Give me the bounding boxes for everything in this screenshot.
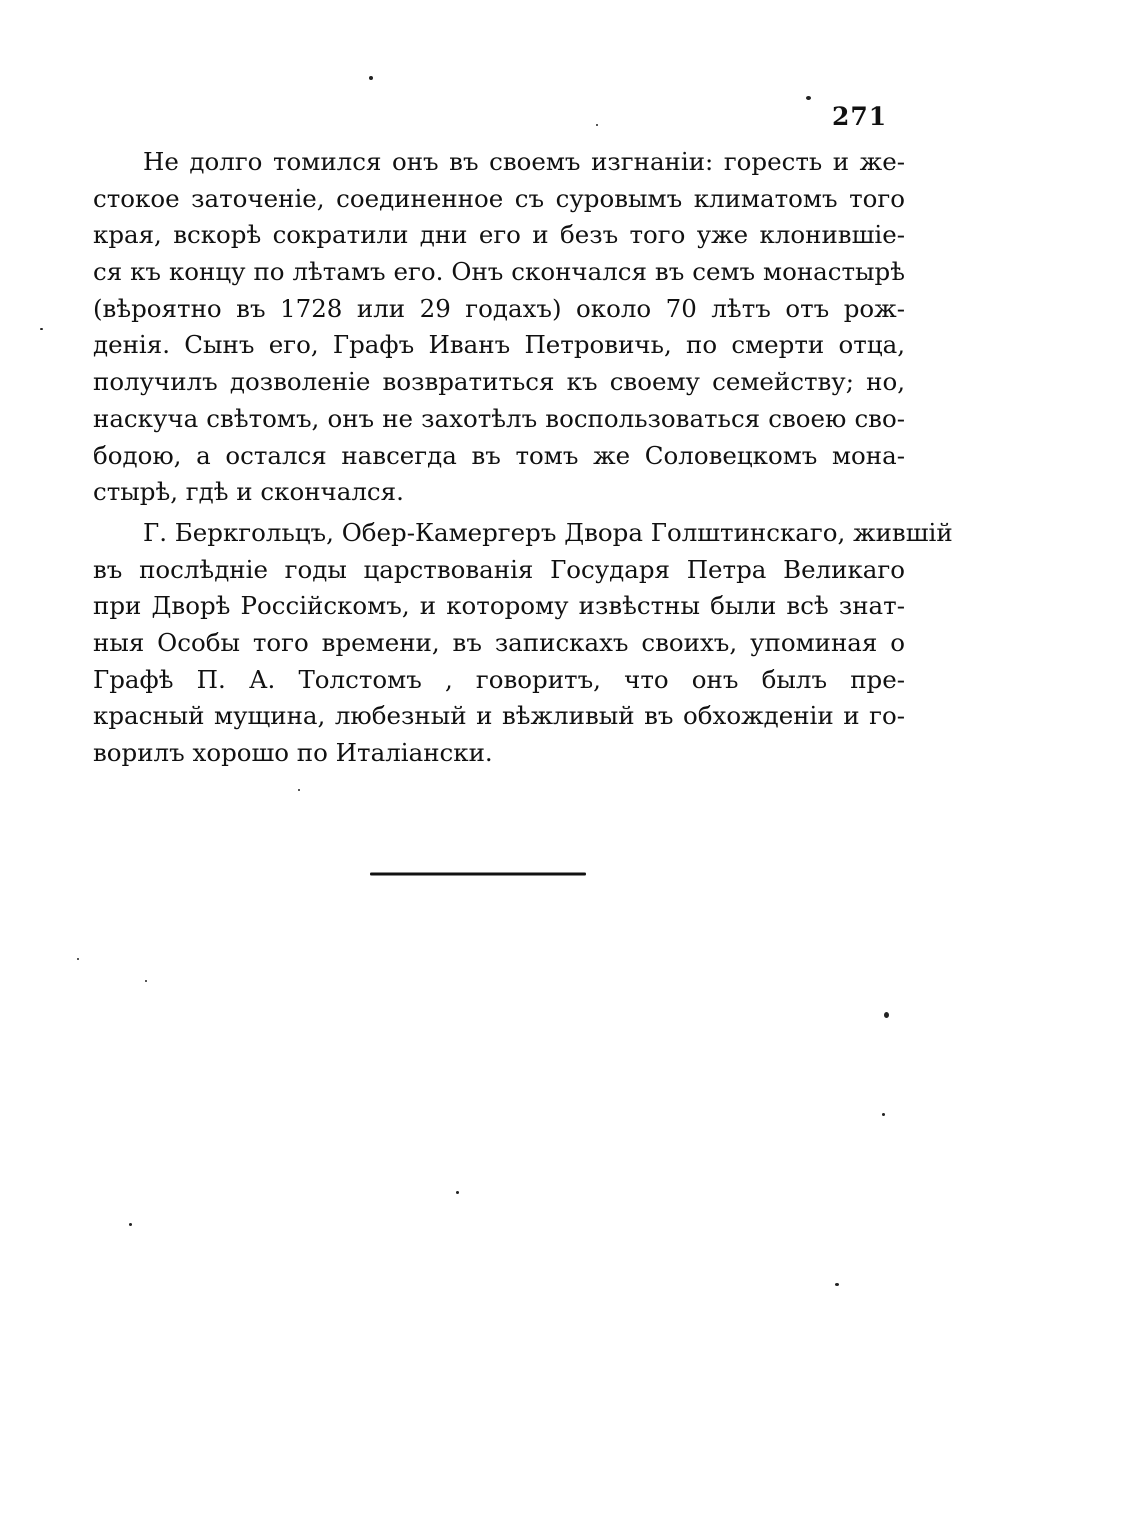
paragraph-2 bbox=[93, 515, 953, 772]
text-line: ворилъ хорошо по Италіански. bbox=[93, 738, 493, 767]
scan-speck bbox=[369, 76, 373, 80]
scan-speck bbox=[596, 124, 598, 126]
scan-speck bbox=[456, 1191, 459, 1194]
text-line: края, вскорѣ сократили дни его и безъ того уже клонившіе- bbox=[93, 220, 905, 250]
text-line: получилъ дозволеніе возвратиться къ своему семейству; но, bbox=[93, 367, 905, 397]
text-line: Графѣ П. А. Толстомъ , говоритъ, что онъ былъ пре- bbox=[93, 664, 905, 694]
scan-speck bbox=[40, 328, 43, 330]
text-line: ныя Особы того времени, въ запискахъ своихъ, упоминая о bbox=[93, 627, 905, 657]
body-text bbox=[93, 144, 953, 772]
scan-speck bbox=[298, 789, 300, 791]
scan-speck bbox=[77, 958, 79, 960]
text-line: денія. Сынъ его, Графъ Иванъ Петровичь, по смерти отца, bbox=[93, 330, 905, 360]
paragraph-1 bbox=[93, 144, 905, 511]
scan-speck bbox=[129, 1223, 132, 1226]
text-line: ся къ концу по лѣтамъ его. Онъ скончался въ семъ монастырѣ bbox=[93, 257, 905, 287]
scan-speck bbox=[882, 1113, 885, 1116]
text-line: стокое заточеніе, соединенное съ суровымъ климатомъ того bbox=[93, 183, 905, 213]
text-line: въ послѣдніе годы царствованія Государя Петра Великаго bbox=[93, 554, 905, 584]
scan-speck bbox=[806, 96, 811, 100]
text-line: бодою, а остался навсегда въ томъ же Соловецкомъ мона- bbox=[93, 440, 905, 470]
text-line: (вѣроятно въ 1728 или 29 годахъ) около 70 лѣтъ отъ рож- bbox=[93, 293, 905, 323]
scan-speck bbox=[145, 980, 147, 982]
text-line: при Дворѣ Россійскомъ, и которому извѣстны были всѣ знат- bbox=[93, 591, 905, 621]
text-line: стырѣ, гдѣ и скончался. bbox=[93, 477, 404, 507]
page-number: 271 bbox=[832, 102, 888, 131]
text-line: наскуча свѣтомъ, онъ не захотѣлъ воспользоваться своею сво- bbox=[93, 403, 905, 433]
scan-speck bbox=[835, 1283, 839, 1286]
text-line: Не долго томился онъ въ своемъ изгнаніи: горесть и же- bbox=[143, 147, 905, 176]
text-line: красный мущина, любезный и вѣжливый въ обхожденіи и го- bbox=[93, 701, 905, 731]
section-divider bbox=[370, 872, 586, 876]
scan-speck bbox=[884, 1012, 889, 1018]
text-line: Г. Беркгольцъ, Обер-Камергеръ Двора Голштинскаго, жившій bbox=[143, 517, 953, 547]
